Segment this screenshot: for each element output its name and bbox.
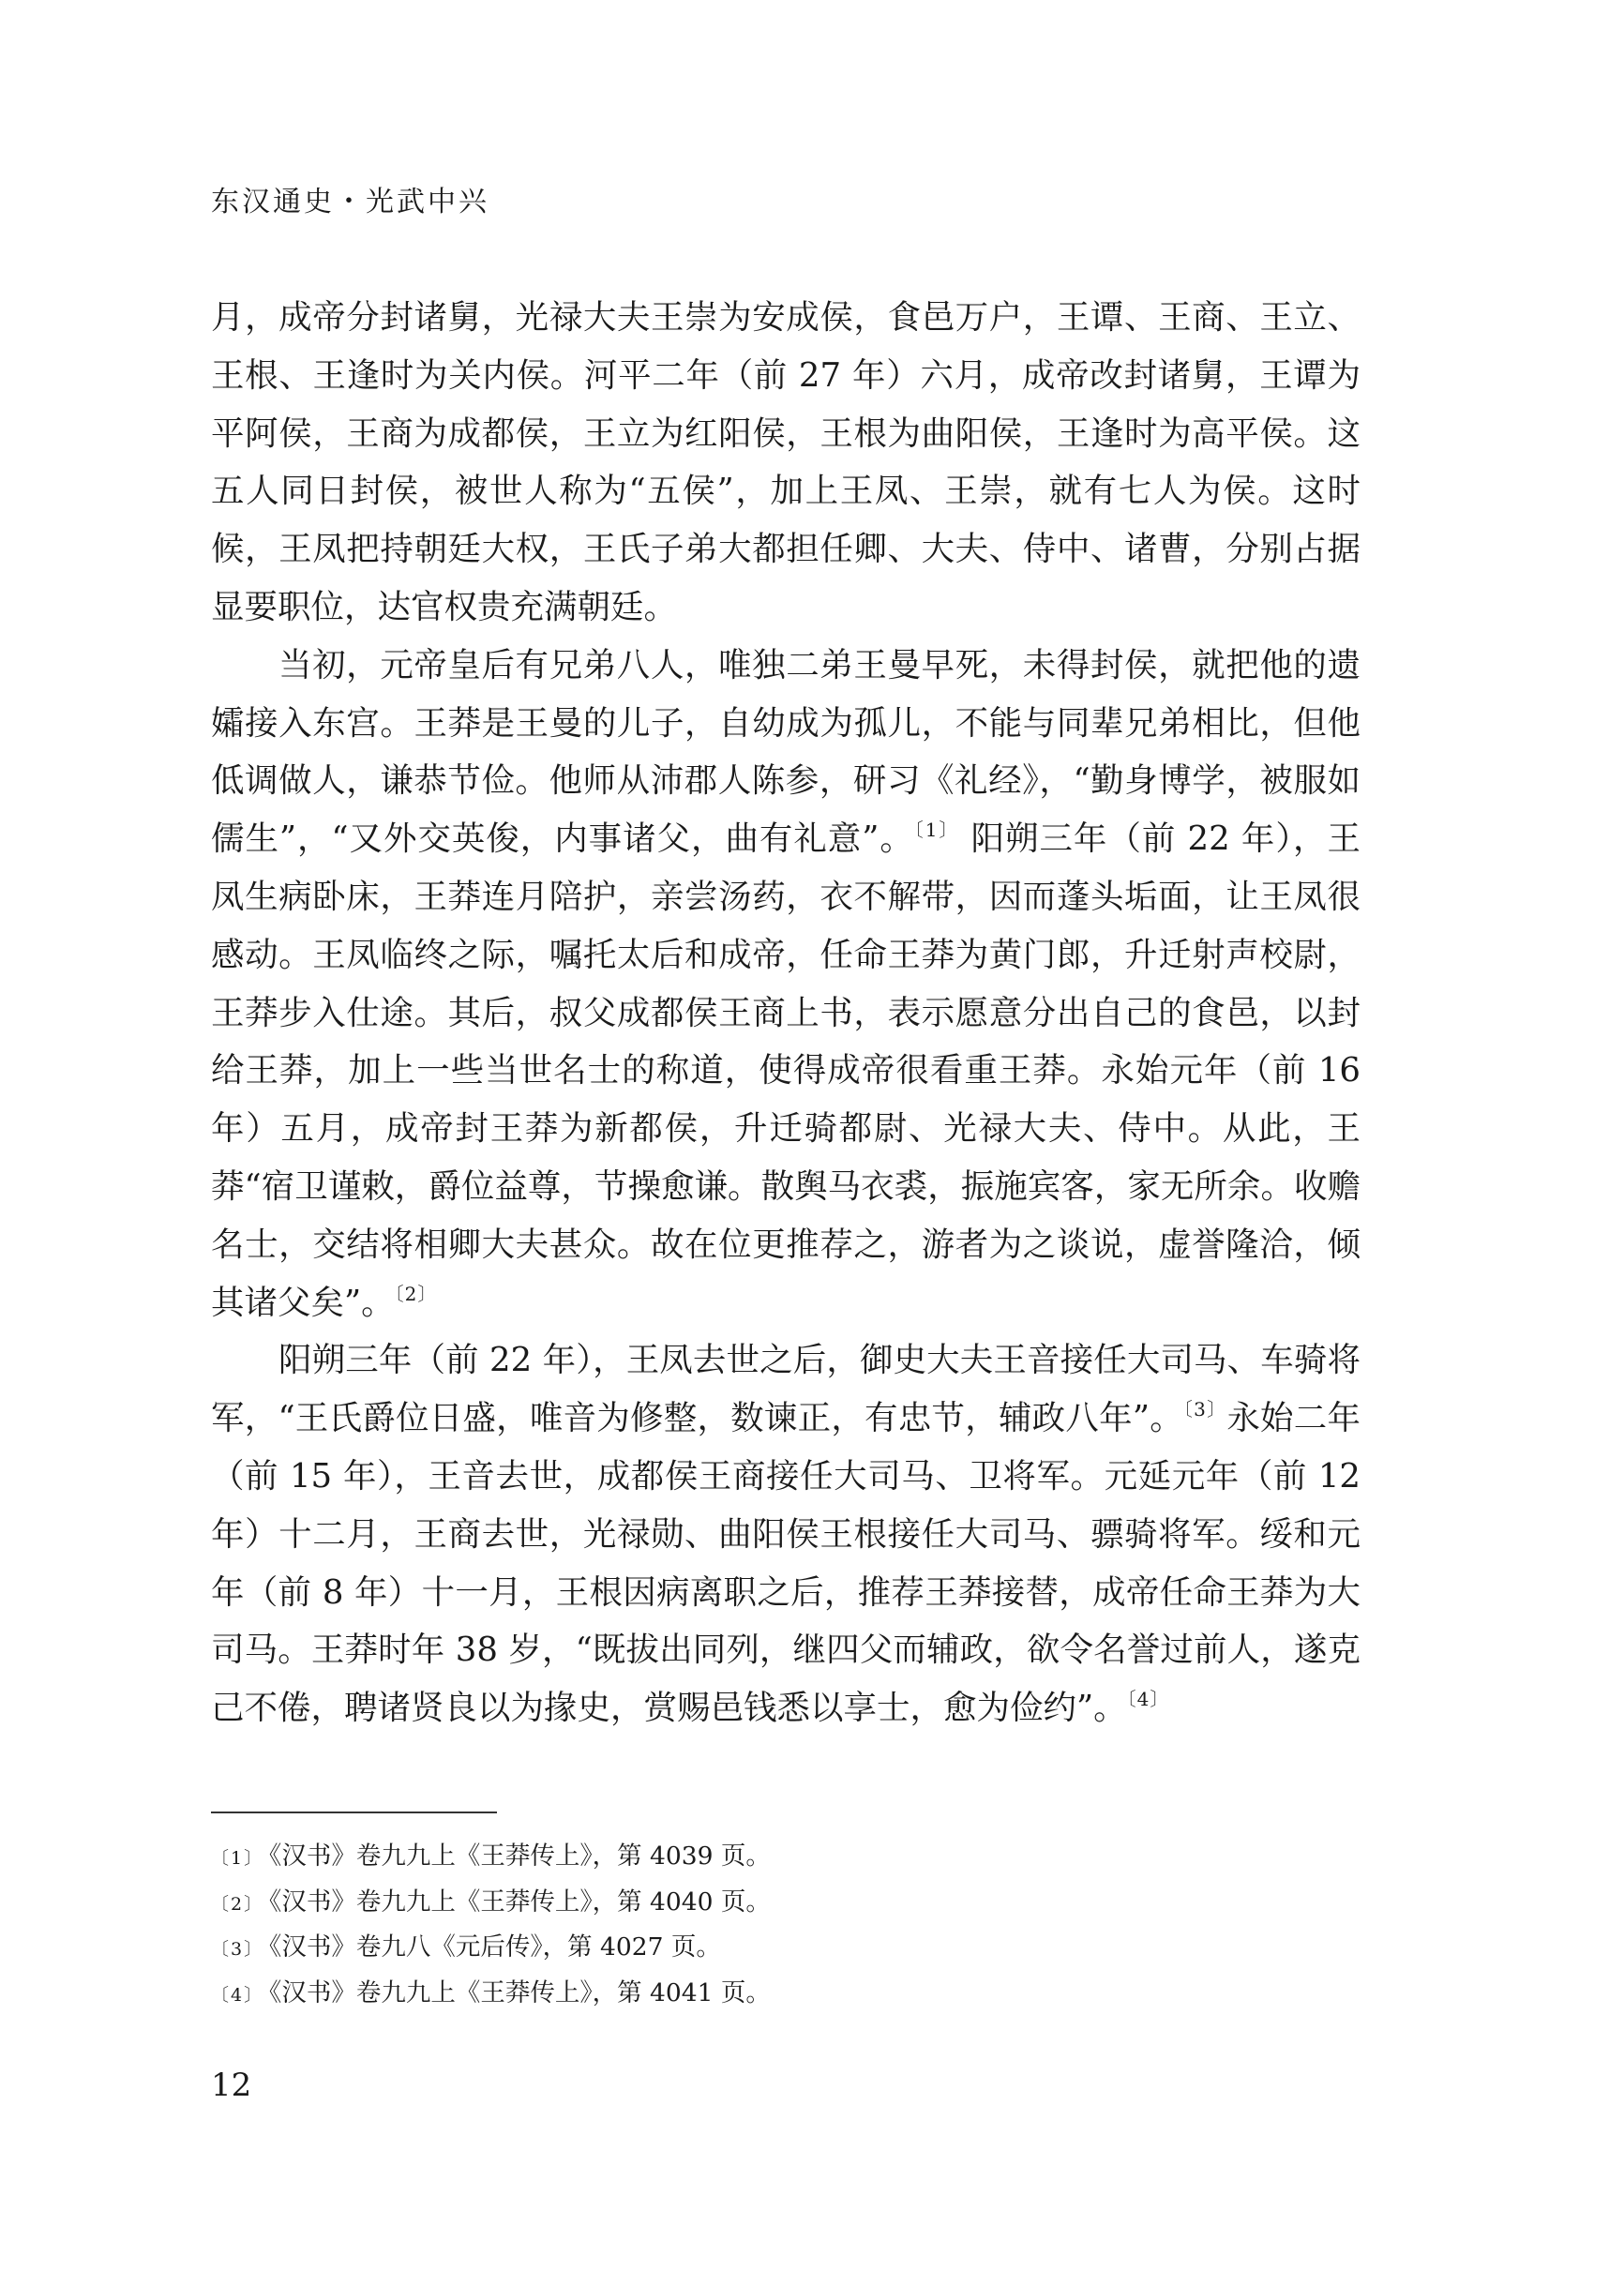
paragraph-2 bbox=[211, 637, 1361, 1332]
footnote-2 bbox=[211, 1881, 1361, 1927]
paragraph-1: 月，成帝分封诸舅，光禄大夫王崇为安成侯，食邑万户，王谭、王商、王立、王根、王逢时为关内侯。河平二年（前 27 年）六月，成帝改封诸舅，王谭为平阿侯，王商为成都侯，王立为红阳侯，王根为曲阳侯，王逢时为高平侯。这五人同日封侯，被世人称为“五侯”，加上王凤、王崇，就有七人为侯。这时候，王凤把持朝廷大权，王氏子弟大都担任卿、大夫、侍中、诸曹，分别占据显要职位，达官权贵充满朝廷。 bbox=[211, 298, 1361, 626]
footnote-mark: 〔1〕 bbox=[211, 1848, 264, 1869]
footnote-text: 《汉书》卷九九上《王莽传上》，第 4041 页。 bbox=[269, 1977, 771, 2007]
paragraph-2-text-a: 当初，元帝皇后有兄弟八人，唯独二弟王曼早死，未得封侯，就把他的遗孀接入东宫。王莽是王曼的儿子，自幼成为孤儿，不能与同辈兄弟相比，但他低调做人，谦恭节俭。他师从沛郡人陈参，研习《礼经》，“勤身博学，被服如儒生”，“又外交英俊，内事诸父，曲有礼意”。 bbox=[211, 645, 1361, 859]
footnote-ref-2[interactable]: 〔2〕 bbox=[394, 1282, 438, 1305]
footnote-mark: 〔4〕 bbox=[211, 1984, 264, 2006]
footnote-text: 《汉书》卷九八《元后传》，第 4027 页。 bbox=[269, 1932, 721, 1962]
footnote-ref-4[interactable]: 〔4〕 bbox=[1126, 1688, 1170, 1711]
footnote-1 bbox=[211, 1835, 1361, 1881]
footnote-ref-3[interactable]: 〔3〕 bbox=[1182, 1398, 1227, 1421]
footnote-divider bbox=[211, 1811, 497, 1813]
footnotes bbox=[211, 1835, 1361, 2017]
paragraph-2-text-b: 阳朔三年（前 22 年），王凤生病卧床，王莽连月陪护，亲尝汤药，衣不解带，因而蓬头垢面，让王凤很感动。王凤临终之际，嘱托太后和成帝，任命王莽为黄门郎，升迁射声校尉，王莽步入仕途。其后，叔父成都侯王商上书，表示愿意分出自己的食邑，以封给王莽，加上一些当世名士的称道，使得成帝很看重王莽。永始元年（前 16 年）五月，成帝封王莽为新都侯，升迁骑都尉、光禄大夫、侍中。从此，王莽“宿卫谨敕，爵位益尊，节操愈谦。散舆马衣裘，振施宾客，家无所余。收赡名士，交结将相卿大夫甚众。故在位更推荐之，游者为之谈说，虚誉隆洽，倾其诸父矣”。 bbox=[211, 819, 1361, 1322]
footnote-mark: 〔2〕 bbox=[211, 1893, 264, 1915]
paragraph-3 bbox=[211, 1331, 1361, 1737]
footnote-text: 《汉书》卷九九上《王莽传上》，第 4040 页。 bbox=[269, 1887, 771, 1917]
running-header: 东汉通史・光武中兴 bbox=[211, 186, 489, 218]
footnote-4 bbox=[211, 1972, 1361, 2018]
footnote-text: 《汉书》卷九九上《王莽传上》，第 4039 页。 bbox=[269, 1842, 771, 1871]
footnote-mark: 〔3〕 bbox=[211, 1939, 264, 1960]
footnote-3 bbox=[211, 1926, 1361, 1972]
paragraph-3-text-b: 永始二年（前 15 年），王音去世，成都侯王商接任大司马、卫将军。元延元年（前 12 年）十二月，王商去世，光禄勋、曲阳侯王根接任大司马、骠骑将军。绥和元年（前 8 年）十一月，王根因病离职之后，推荐王莽接替，成帝任命王莽为大司马。王莽时年 38 岁，“既拔出同列，继四父而辅政，欲令名誉过前人，遂克己不倦，聘诸贤良以为掾史，赏赐邑钱悉以享士，愈为俭约”。 bbox=[211, 1399, 1361, 1728]
paragraph-3-text-a: 阳朔三年（前 22 年），王凤去世之后，御史大夫王音接任大司马、车骑将军，“王氏爵位日盛，唯音为修整，数谏正，有忠节，辅政八年”。 bbox=[211, 1341, 1361, 1438]
footnote-ref-1[interactable]: 〔1〕 bbox=[913, 819, 960, 842]
page-number: 12 bbox=[211, 2067, 252, 2104]
body-text bbox=[211, 289, 1361, 1737]
